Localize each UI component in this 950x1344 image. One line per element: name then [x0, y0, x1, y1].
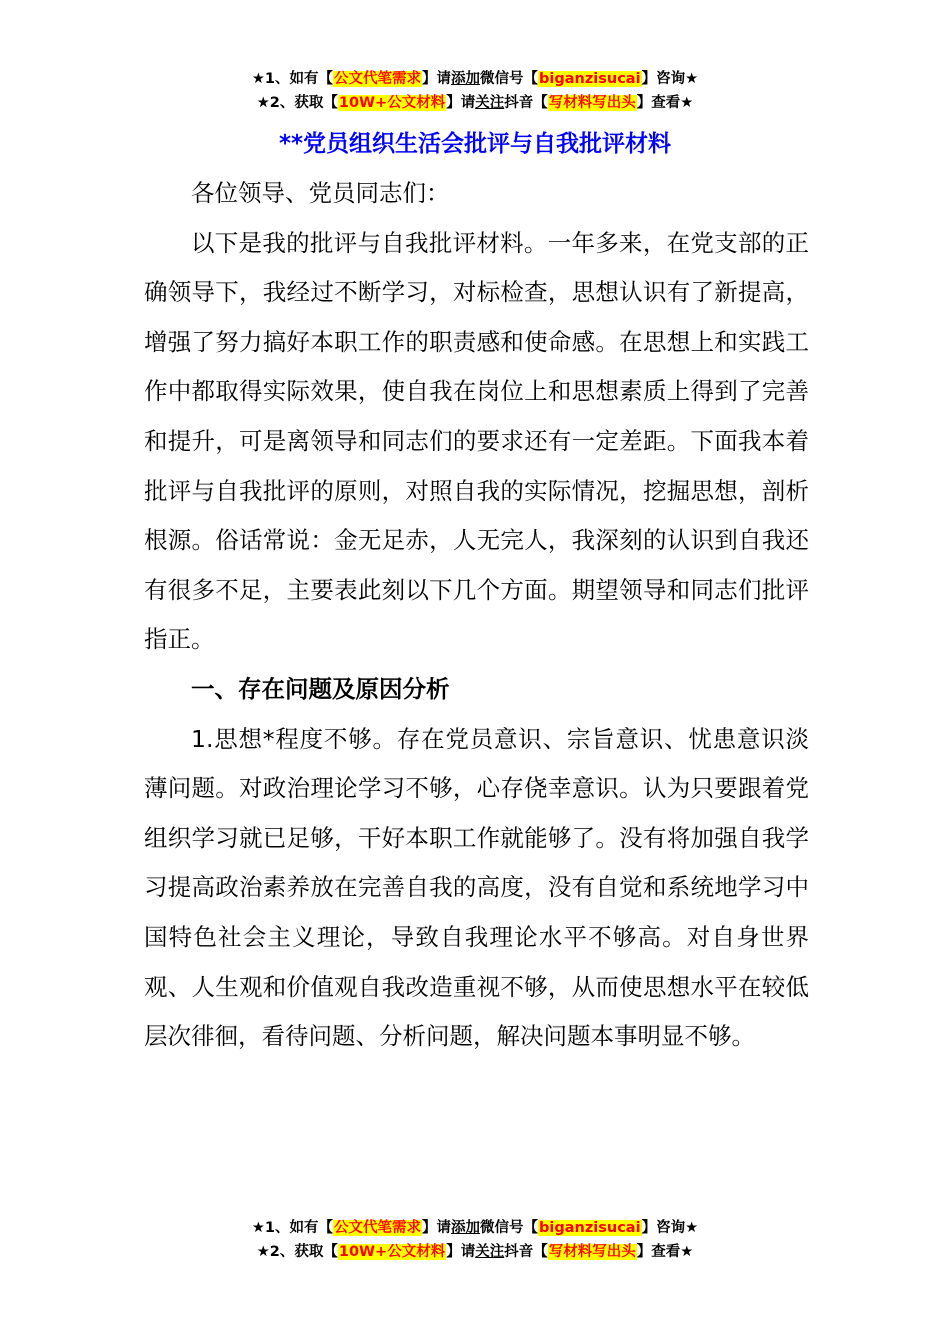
banner-text: 】请: [446, 1244, 476, 1260]
underlined-text: 添加: [451, 1220, 481, 1236]
banner-text: 】请: [422, 71, 452, 87]
highlight-text: 写材料写出头: [548, 1244, 636, 1260]
highlight-text: 公文代笔需求: [334, 1220, 422, 1236]
highlight-text: 写材料写出头: [548, 95, 636, 111]
highlight-text: 公文代笔需求: [334, 71, 422, 87]
banner-line-2: [0, 1240, 950, 1264]
banner-line-1: [0, 1216, 950, 1240]
banner-line-1: [0, 67, 950, 91]
banner-text: ★1、如有【: [251, 1220, 334, 1236]
underlined-text: 添加: [451, 71, 481, 87]
document-body: [144, 169, 809, 1062]
banner-text: 】查看★: [636, 95, 694, 111]
banner-text: 抖音【: [504, 1244, 548, 1260]
underlined-text: 关注: [475, 95, 505, 111]
banner-text: 】请: [446, 95, 476, 111]
banner-text: 】查看★: [636, 1244, 694, 1260]
document-title: **党员组织生活会批评与自我批评材料: [278, 131, 672, 157]
banner-text: 】咨询★: [641, 71, 699, 87]
underlined-text: 关注: [475, 1244, 505, 1260]
banner-text: ★2、获取【: [256, 1244, 338, 1260]
banner-text: 微信号【: [480, 1220, 539, 1236]
banner-text: ★1、如有【: [251, 71, 334, 87]
banner-text: 】咨询★: [641, 1220, 699, 1236]
section-heading: 一、存在问题及原因分析: [191, 674, 450, 703]
highlight-text: biganzisucai: [539, 1220, 641, 1236]
banner-text: 抖音【: [504, 95, 548, 111]
header-banner: [0, 67, 950, 115]
banner-text: 】请: [422, 1220, 452, 1236]
greeting: 各位领导、党员同志们：: [191, 179, 450, 207]
footer-banner: [0, 1216, 950, 1264]
paragraph: 以下是我的批评与自我批评材料。一年多来，在党支部的正确领导下，我经过不断学习，对标检查，思想认识有了新提高，增强了努力搞好本职工作的职责感和使命感。在思想上和实践工作中都取得实际效果，使自我在岗位上和思想素质上得到了完善和提升，可是离领导和同志们的要求还有一定差距。下面我本着批评与自我批评的原则，对照自我的实际情况，挖掘思想，剖析根源。俗话常说：金无足赤，人无完人，我深刻的认识到自我还有很多不足，主要表此刻以下几个方面。期望领导和同志们批评指正。: [144, 228, 809, 654]
banner-text: 微信号【: [480, 71, 539, 87]
highlight-text: 10W+公文材料: [338, 95, 446, 111]
paragraph: 1.思想*程度不够。存在党员意识、宗旨意识、忧患意识淡薄问题。对政治理论学习不够，心存侥幸意识。认为只要跟着党组织学习就已足够，干好本职工作就能够了。没有将加强自我学习提高政治素养放在完善自我的高度，没有自觉和系统地学习中国特色社会主义理论，导致自我理论水平不够高。对自身世界观、人生观和价值观自我改造重视不够，从而使思想水平在较低层次徘徊，看待问题、分析问题，解决问题本事明显不够。: [144, 724, 809, 1051]
banner-line-2: [0, 91, 950, 115]
highlight-text: biganzisucai: [539, 71, 641, 87]
highlight-text: 10W+公文材料: [338, 1244, 446, 1260]
banner-text: ★2、获取【: [256, 95, 338, 111]
